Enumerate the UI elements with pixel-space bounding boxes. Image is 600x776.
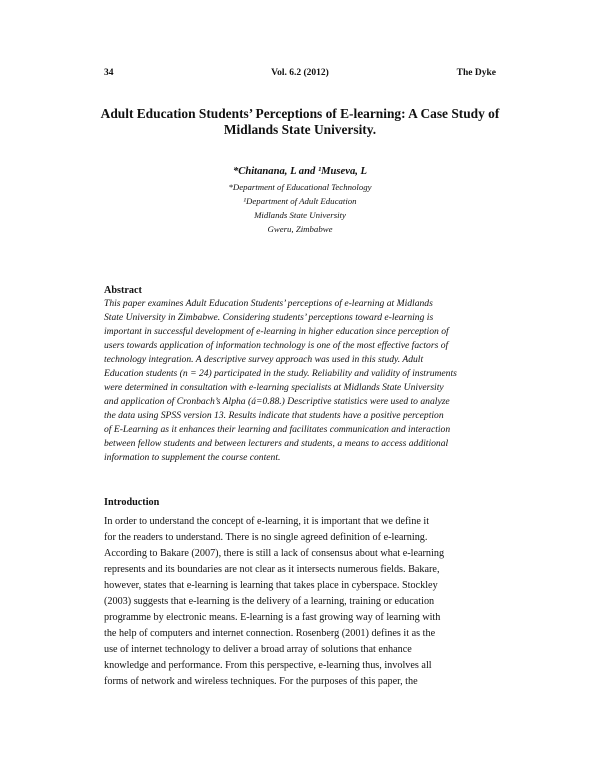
intro-line: however, states that e-learning is learning that takes place in cyberspace. Stockley [104,580,438,591]
volume-info: Vol. 6.2 (2012) [271,68,329,78]
intro-line: the help of computers and internet connection. Rosenberg (2001) defines it as the [104,628,436,639]
introduction-heading: Introduction [104,497,160,508]
abstract-line: and application of Cronbach’s Alpha (á=0.88.) Descriptive statistics were used to analyze [104,396,450,407]
intro-line: (2003) suggests that e-learning is the delivery of a learning, training or education [104,596,435,607]
abstract-line: State University in Zimbabwe. Considering students’ perceptions toward e-learning is [104,312,434,323]
abstract-line: of E-Learning as it enhances their learning and facilitates communication and interaction [104,424,451,435]
running-header [104,68,496,82]
intro-line: use of internet technology to deliver a broad array of solutions that enhance [104,644,412,655]
intro-line: knowledge and performance. From this perspective, e-learning thus, involves all [104,660,432,671]
title-line: Midlands State University. [223,122,377,137]
abstract-line: the data using SPSS version 13. Results indicate that students have a positive perception [104,410,444,421]
abstract-line: Education students (n = 24) participated in the study. Reliability and validity of instruments [104,368,457,379]
affiliation-line: *Department of Educational Technology [228,182,372,192]
title-line: Adult Education Students’ Perceptions of E-learning: A Case Study of [100,106,500,121]
affiliation-line: Gweru, Zimbabwe [267,224,333,234]
abstract-line: between fellow students and between lecturers and students, a means to access additional [104,438,449,449]
intro-line: In order to understand the concept of e-learning, it is important that we define it [104,516,430,527]
author-list: *Chitanana, L and ¹Museva, L [232,166,368,177]
page-number: 34 [104,68,114,78]
abstract-line: users towards application of information technology is one of the most effective factors of [104,340,449,351]
intro-line: for the readers to understand. There is no single agreed definition of e-learning. [104,532,428,543]
abstract-line: were determined in consultation with e-learning specialists at Midlands State University [104,382,444,393]
intro-line: forms of network and wireless techniques. For the purposes of this paper, the [104,676,418,687]
abstract-line: information to supplement the course content. [104,452,281,463]
paper-title [100,106,500,138]
abstract-line: important in successful development of e-learning in higher education since perception of [104,326,449,337]
abstract-heading: Abstract [104,285,142,296]
journal-name: The Dyke [456,68,496,78]
intro-line: According to Bakare (2007), there is still a lack of consensus about what e-learning [104,548,445,559]
intro-line: represents and its boundaries are not clear as it intersects numerous fields. Bakare, [104,564,440,575]
affiliation-line: Midlands State University [254,210,346,220]
abstract-line: technology integration. A descriptive survey approach was used in this study. Adult [104,354,424,365]
intro-line: programme by electronic means. E-learning is a fast growing way of learning with [104,612,441,623]
abstract-line: This paper examines Adult Education Students’ perceptions of e-learning at Midlands [104,298,433,309]
affiliation-line: ¹Department of Adult Education [243,196,357,206]
